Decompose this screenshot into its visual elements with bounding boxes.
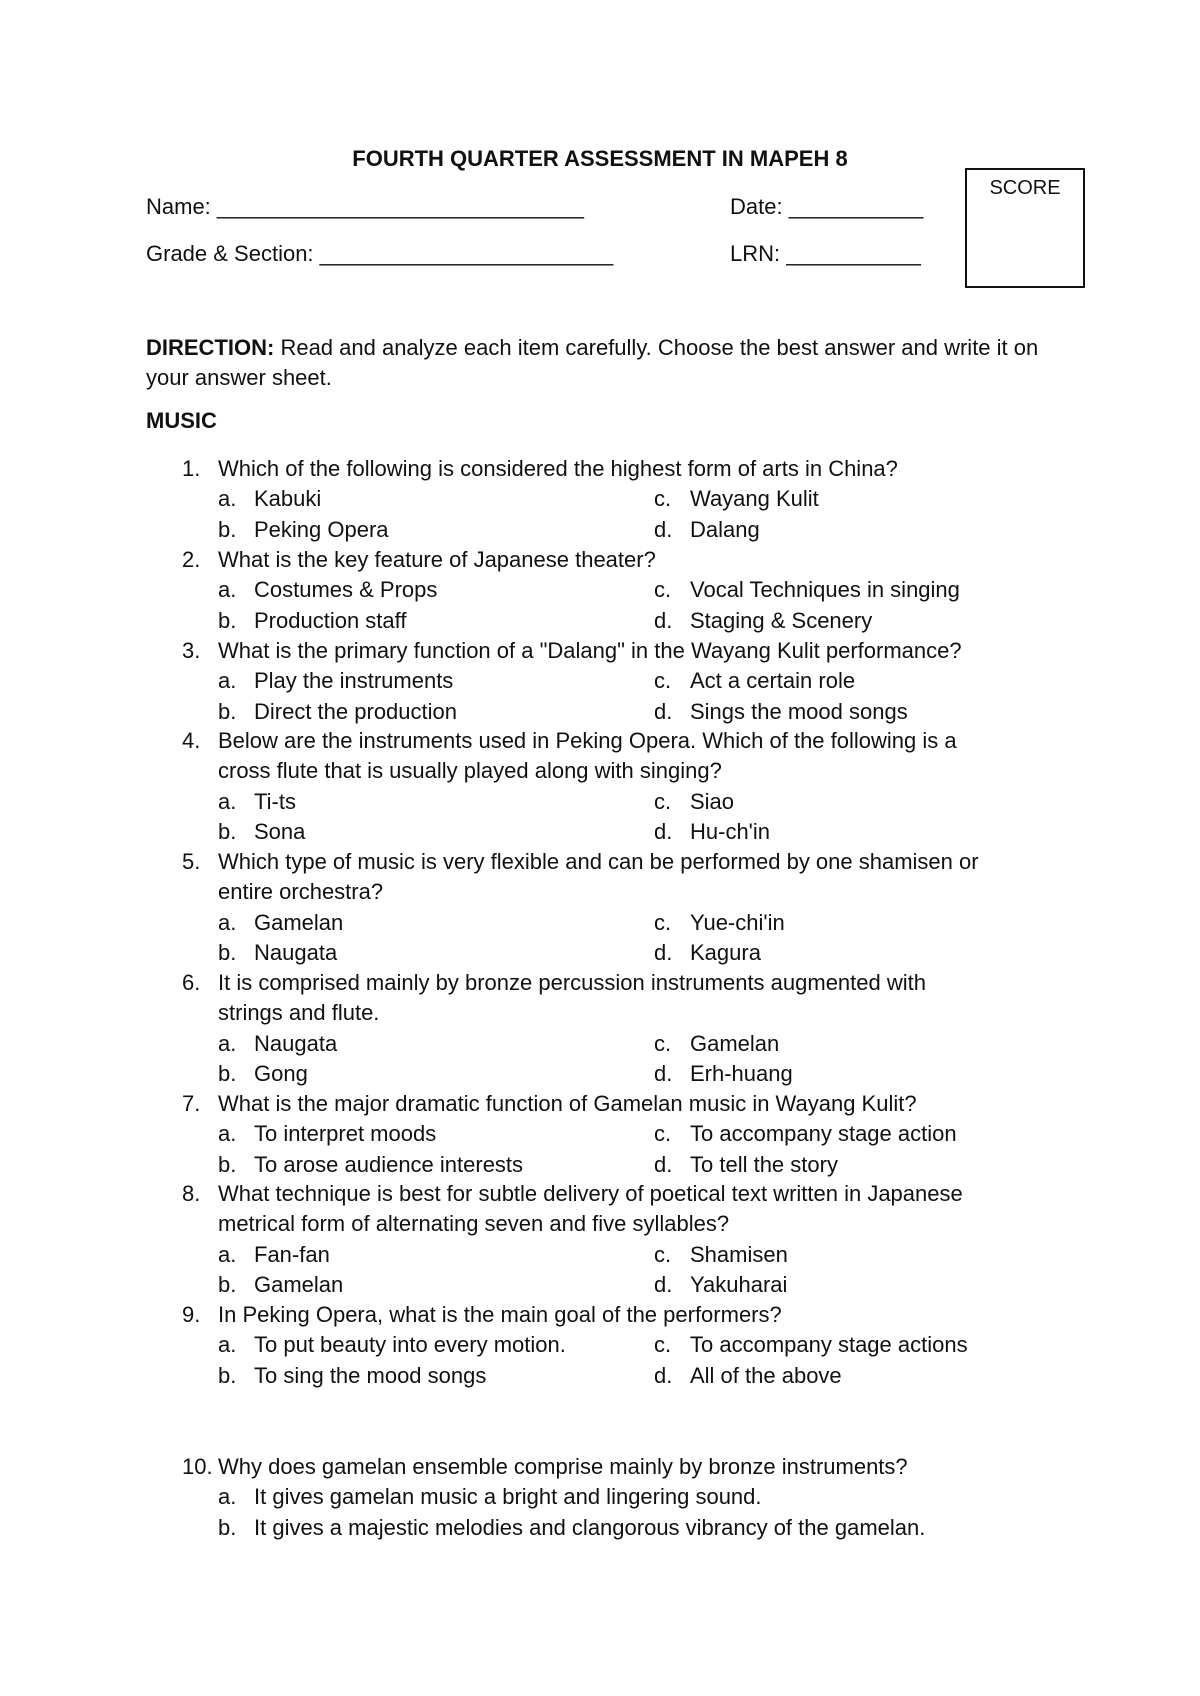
lrn-field-label: LRN: ___________ [730,241,921,266]
answer-choice [654,577,960,603]
question-number: 10. [182,1454,213,1479]
choice-letter: c. [654,1030,672,1056]
name-field-label: Name: ______________________________ [146,194,584,219]
answer-choice [654,1061,793,1087]
choice-letter: a. [218,1332,237,1358]
question-text: In Peking Opera, what is the main goal of the performers? [218,1302,782,1327]
choice-letter: a. [218,909,237,935]
question-text: strings and flute. [218,1000,380,1026]
choice-text: Hu-ch'in [690,818,771,844]
choice-text: To interpret moods [254,1121,437,1147]
question-text: entire orchestra? [218,879,384,905]
choice-text: Sings the mood songs [690,698,908,724]
choice-letter: c. [654,668,672,694]
answer-choice [654,940,761,966]
question-text: It is comprised mainly by bronze percussion instruments augmented with [218,970,926,995]
question-text: Which of the following is considered the highest form of arts in China? [218,456,898,481]
choice-letter: d. [654,1060,673,1086]
choice-text: To put beauty into every motion. [254,1332,566,1358]
answer-choice [218,1272,343,1298]
answer-choice [654,486,819,512]
choice-text: Kagura [690,939,761,965]
answer-choice [654,1031,779,1057]
choice-text: Kabuki [254,486,322,512]
choice-letter: b. [218,818,237,844]
choice-text: Gamelan [254,909,344,935]
answer-choice [218,517,389,543]
answer-choice [218,1363,486,1389]
direction-paragraph [146,333,1046,393]
question-text: What is the key feature of Japanese theater? [218,547,656,572]
score-box [965,168,1085,288]
choice-letter: b. [218,516,237,542]
choice-letter: d. [654,1271,673,1297]
choice-letter: b. [218,1151,237,1177]
question-text: What technique is best for subtle delivery of poetical text written in Japanese [218,1181,963,1206]
question-text: Below are the instruments used in Peking Opera. Which of the following is a [218,728,957,753]
choice-letter: b. [218,698,237,724]
question-text: metrical form of alternating seven and five syllables? [218,1211,730,1237]
answer-choice [218,1061,308,1087]
choice-text: To accompany stage actions [690,1332,968,1358]
choice-text: Direct the production [254,698,457,724]
question-number: 1. [182,456,201,481]
choice-text: Yue-chi'in [690,909,785,935]
answer-choice [654,668,855,694]
choice-text: Play the instruments [254,668,454,694]
date-field-label: Date: ___________ [730,194,924,219]
choice-text: Shamisen [690,1241,788,1267]
answer-choice [218,1031,337,1057]
choice-text: To tell the story [690,1151,838,1177]
choice-letter: b. [218,1271,237,1297]
choice-text: Sona [254,818,306,844]
choice-text: It gives a majestic melodies and clangorous vibrancy of the gamelan. [254,1514,926,1540]
choice-letter: a. [218,668,237,694]
choice-letter: a. [218,1121,237,1147]
choice-letter: a. [218,1484,237,1510]
choice-text: Gamelan [254,1271,344,1297]
choice-text: Naugata [254,939,338,965]
choice-text: Siao [690,788,735,814]
question-number: 5. [182,849,201,874]
choice-letter: b. [218,939,237,965]
answer-choice [654,1272,787,1298]
choice-text: Gong [254,1060,308,1086]
answer-choice [218,577,437,603]
choice-text: Vocal Techniques in singing [690,577,960,603]
choice-text: Dalang [690,516,760,542]
choice-text: Costumes & Props [254,577,438,603]
direction-label: DIRECTION: [146,335,275,360]
choice-letter: a. [218,486,237,512]
choice-letter: c. [654,909,672,935]
choice-text: Wayang Kulit [690,486,819,512]
choice-letter: d. [654,607,673,633]
choice-letter: a. [218,577,237,603]
page-title: FOURTH QUARTER ASSESSMENT IN MAPEH 8 [352,146,848,171]
answer-choice [654,1152,838,1178]
choice-letter: a. [218,788,237,814]
answer-choice [654,1242,788,1268]
answer-choice [218,608,406,634]
answer-choice [218,1484,762,1510]
answer-choice [218,1152,523,1178]
choice-text: All of the above [690,1362,842,1388]
answer-choice [654,819,770,845]
answer-choice [654,789,734,815]
question-number: 9. [182,1302,201,1327]
question-text: Why does gamelan ensemble comprise mainly by bronze instruments? [218,1454,908,1479]
score-label: SCORE [989,177,1061,199]
choice-letter: c. [654,486,672,512]
direction-text: Read and analyze each item carefully. Choose the best answer and write it on your answer sheet. [146,335,1039,390]
choice-letter: d. [654,698,673,724]
question-text: cross flute that is usually played along with singing? [218,758,722,784]
choice-letter: c. [654,788,672,814]
choice-letter: d. [654,818,673,844]
choice-letter: b. [218,1060,237,1086]
question-number: 3. [182,638,201,663]
choice-letter: d. [654,516,673,542]
section-heading-music: MUSIC [146,408,217,433]
answer-choice [218,789,296,815]
answer-choice [218,1121,436,1147]
choice-text: Production staff [254,607,407,633]
answer-choice [218,819,305,845]
choice-letter: c. [654,1332,672,1358]
choice-letter: b. [218,1514,237,1540]
answer-choice [654,517,760,543]
choice-letter: c. [654,1241,672,1267]
answer-choice [218,486,321,512]
question-number: 4. [182,728,201,753]
choice-letter: d. [654,939,673,965]
answer-choice [218,1515,925,1541]
question-text: What is the primary function of a "Dalang" in the Wayang Kulit performance? [218,638,962,663]
choice-text: To arose audience interests [254,1151,524,1177]
choice-text: To accompany stage action [690,1121,957,1147]
choice-letter: c. [654,577,672,603]
choice-letter: b. [218,607,237,633]
question-number: 8. [182,1181,201,1206]
question-number: 7. [182,1091,201,1116]
choice-text: Erh-huang [690,1060,793,1086]
answer-choice [218,910,343,936]
answer-choice [654,608,872,634]
choice-text: Fan-fan [254,1241,330,1267]
choice-letter: b. [218,1362,237,1388]
question-number: 6. [182,970,201,995]
choice-text: It gives gamelan music a bright and lingering sound. [254,1484,762,1510]
choice-letter: a. [218,1030,237,1056]
question-text: What is the major dramatic function of Gamelan music in Wayang Kulit? [218,1091,917,1116]
answer-choice [218,1332,566,1358]
question-number: 2. [182,547,201,572]
choice-text: Naugata [254,1030,338,1056]
choice-text: Peking Opera [254,516,389,542]
answer-choice [218,668,453,694]
choice-text: Act a certain role [690,668,856,694]
answer-choice [654,1363,842,1389]
grade-section-field-label: Grade & Section: ________________________ [146,241,614,266]
answer-choice [218,1242,330,1268]
choice-letter: c. [654,1121,672,1147]
choice-text: To sing the mood songs [254,1362,487,1388]
choice-text: Yakuharai [690,1271,788,1297]
choice-text: Gamelan [690,1030,780,1056]
choice-letter: d. [654,1362,673,1388]
answer-choice [654,1121,957,1147]
choice-letter: a. [218,1241,237,1267]
answer-choice [654,699,908,725]
choice-letter: d. [654,1151,673,1177]
question-text: Which type of music is very flexible and can be performed by one shamisen or [218,849,979,874]
choice-text: Staging & Scenery [690,607,873,633]
answer-choice [218,699,457,725]
choice-text: Ti-ts [254,788,296,814]
answer-choice [218,940,337,966]
answer-choice [654,910,785,936]
answer-choice [654,1332,968,1358]
